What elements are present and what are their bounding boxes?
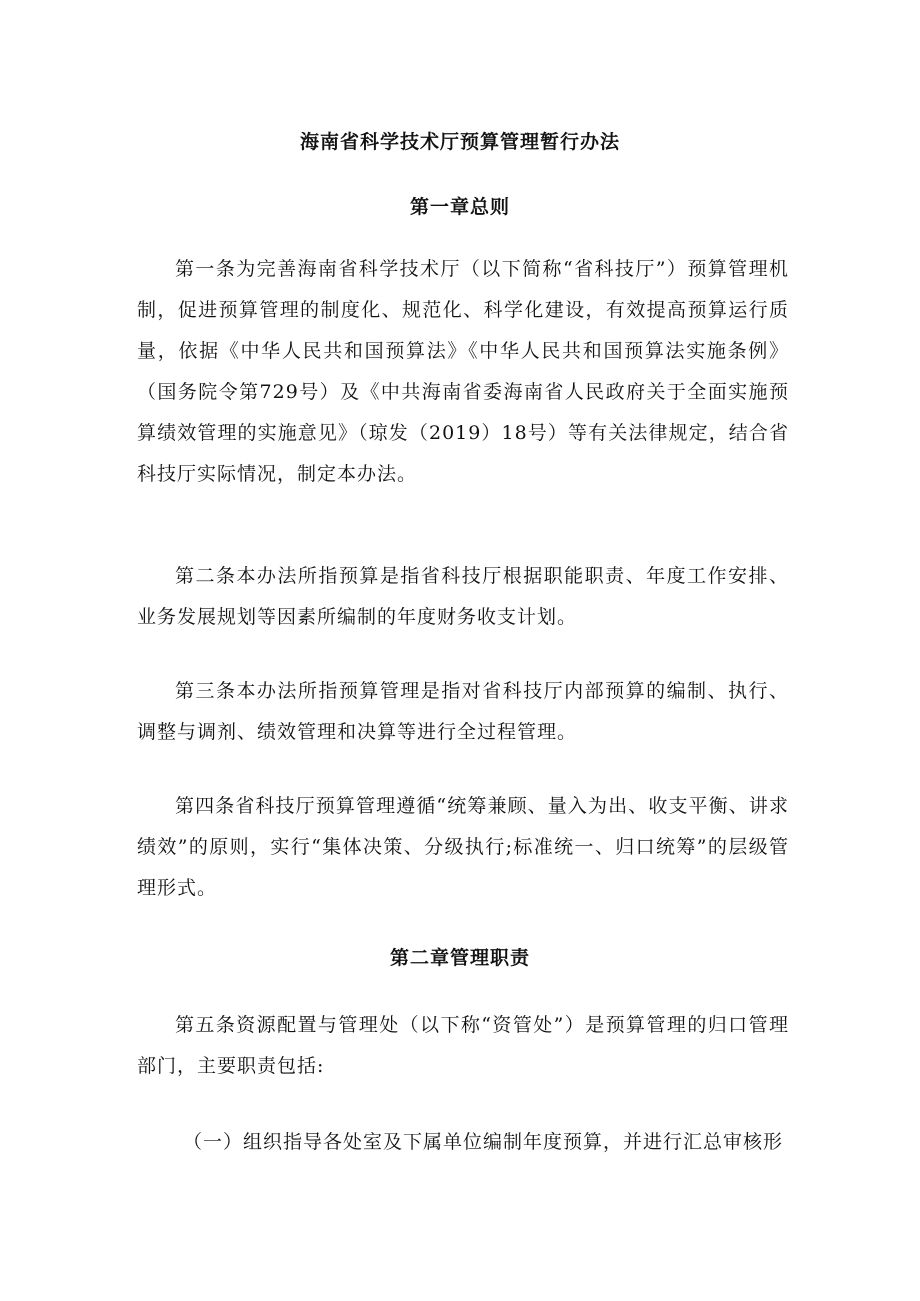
article-2-paragraph: 第二条本办法所指预算是指省科技厅根据职能职责、年度工作安排、业务发展规划等因素所编制的年度财务收支计划。 xyxy=(137,565,789,628)
article-3-paragraph: 第三条本办法所指预算管理是指对省科技厅内部预算的编制、执行、调整与调剂、绩效管理和决算等进行全过程管理。 xyxy=(137,680,789,743)
chapter-heading-2: 第二章管理职责 xyxy=(389,947,530,969)
article-5-item-1: （一）组织指导各处室及下属单位编制年度预算，并进行汇总审核形 xyxy=(183,1131,784,1153)
article-5-paragraph: 第五条资源配置与管理处（以下称“资管处”）是预算管理的归口管理部门，主要职责包括: xyxy=(137,1014,789,1077)
article-4-paragraph: 第四条省科技厅预算管理遵循“统筹兼顾、量入为出、收支平衡、讲求绩效”的原则，实行“集体决策、分级执行;标准统一、归口统筹”的层级管理形式。 xyxy=(137,795,789,899)
chapter-heading-1: 第一章总则 xyxy=(409,196,510,218)
document-title: 海南省科学技术厅预算管理暂行办法 xyxy=(299,131,620,153)
article-1-paragraph: 第一条为完善海南省科学技术厅（以下简称“省科技厅”）预算管理机制，促进预算管理的制度化、规范化、科学化建设，有效提高预算运行质量，依据《中华人民共和国预算法》《中华人民共和国预算法实施条例》（国务院令第729号）及《中共海南省委海南省人民政府关于全面实施预算绩效管理的实施意见》（琼发（2019）18号）等有关法律规定，结合省科技厅实际情况，制定本办法。 xyxy=(137,258,789,485)
